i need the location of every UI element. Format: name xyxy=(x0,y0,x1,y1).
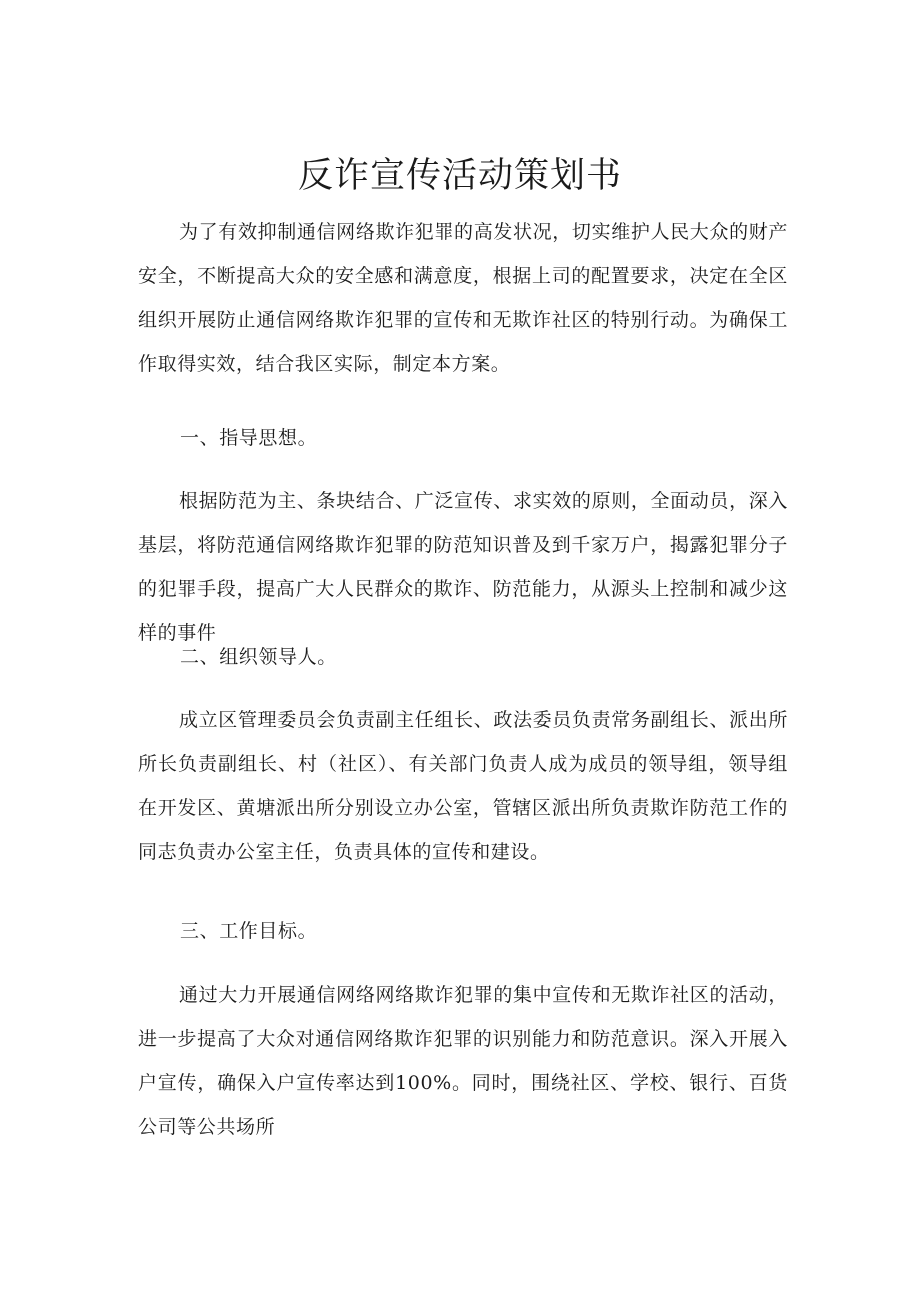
section-heading-leadership: 二、组织领导人。 xyxy=(180,646,337,668)
section-heading-guiding-ideology: 一、指导思想。 xyxy=(180,427,318,449)
guiding-ideology-paragraph: 根据防范为主、条块结合、广泛宣传、求实效的原则，全面动员，深入基层，将防范通信网络欺诈犯罪的防范知识普及到千家万户，揭露犯罪分子的犯罪手段，提高广大人民群众的欺诈、防范能力，从源头上控制和减少这样的事件 xyxy=(138,490,788,644)
intro-paragraph: 为了有效抑制通信网络欺诈犯罪的高发状况，切实维护人民大众的财产安全，不断提高大众的安全感和满意度，根据上司的配置要求，决定在全区组织开展防止通信网络欺诈犯罪的宣传和无欺诈社区的特别行动。为确保工作取得实效，结合我区实际，制定本方案。 xyxy=(138,221,788,375)
document-title: 反诈宣传活动策划书 xyxy=(297,156,622,196)
work-goals-paragraph: 通过大力开展通信网络网络欺诈犯罪的集中宣传和无欺诈社区的活动，进一步提高了大众对通信网络欺诈犯罪的识别能力和防范意识。深入开展入户宣传，确保入户宣传率达到100%。同时，围绕社区、学校、银行、百货公司等公共场所 xyxy=(138,984,788,1138)
leadership-paragraph: 成立区管理委员会负责副主任组长、政法委员负责常务副组长、派出所所长负责副组长、村（社区）、有关部门负责人成为成员的领导组，领导组在开发区、黄塘派出所分别设立办公室，管辖区派出所负责欺诈防范工作的同志负责办公室主任，负责具体的宣传和建设。 xyxy=(138,709,788,863)
section-heading-work-goals: 三、工作目标。 xyxy=(180,920,318,942)
